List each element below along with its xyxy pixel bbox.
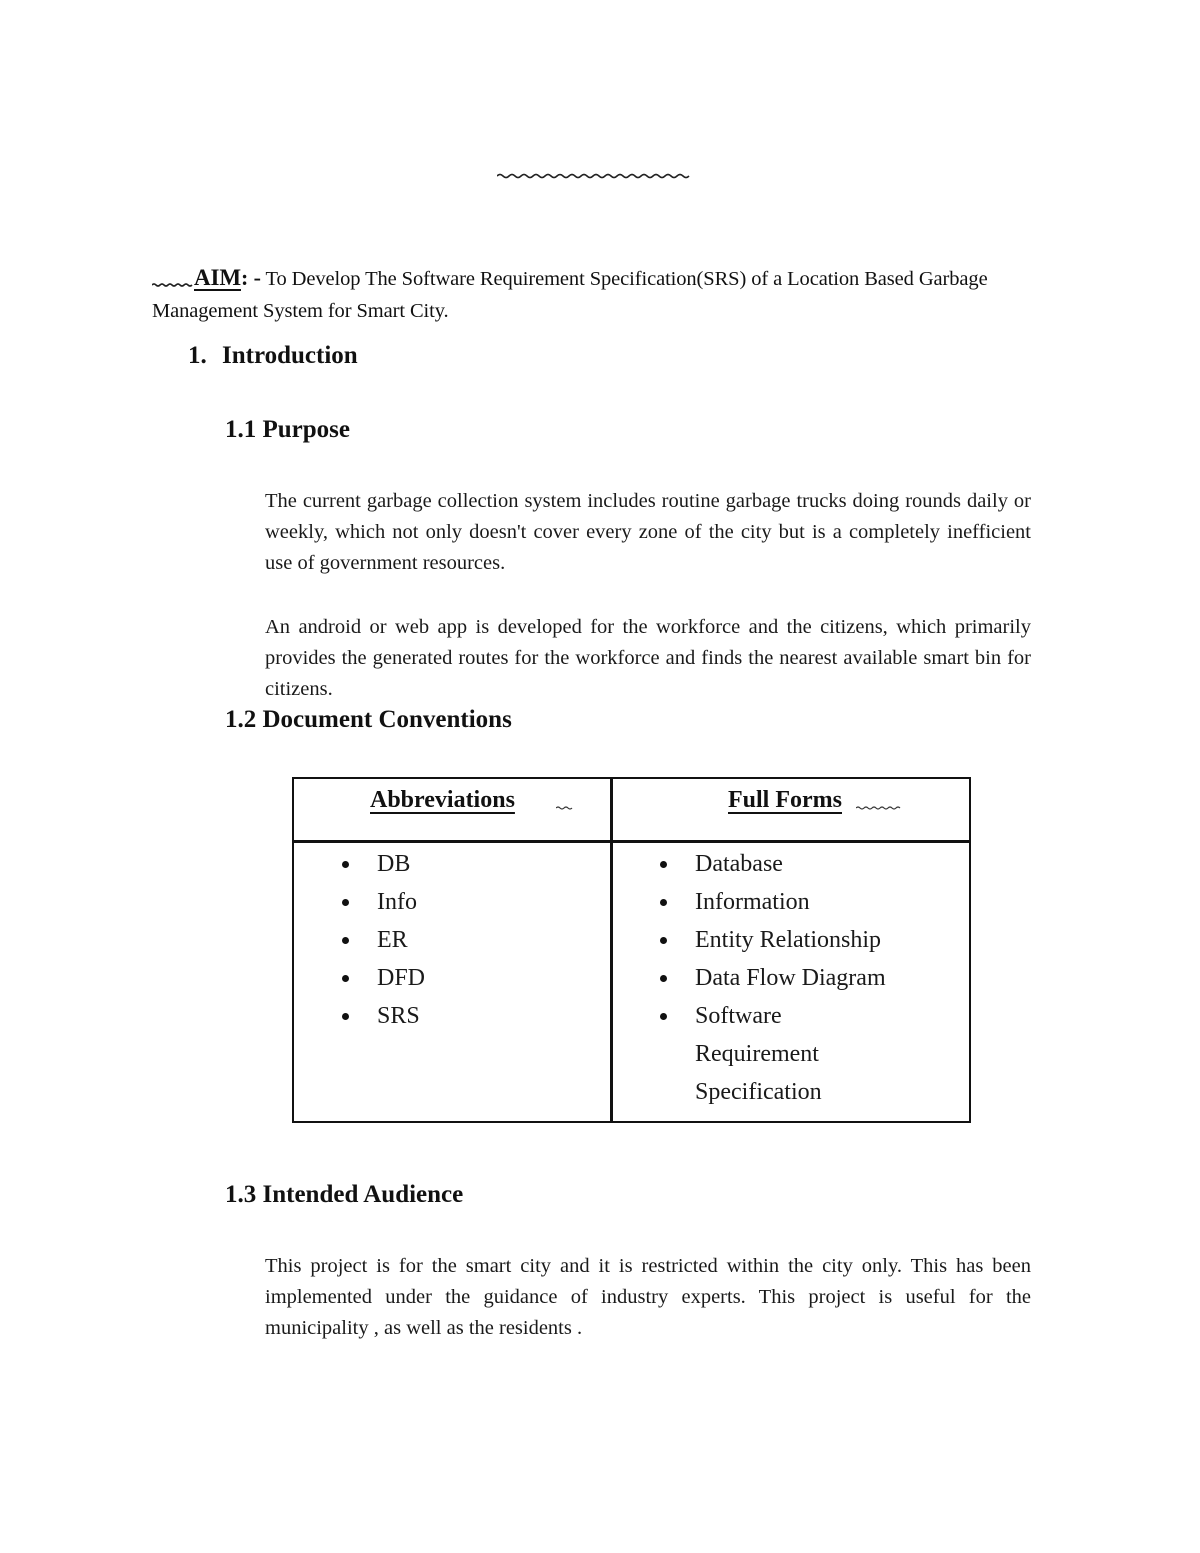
list-item-continuation: Specification (695, 1079, 822, 1105)
list-item: ER (339, 921, 425, 959)
decorative-squiggle (556, 805, 574, 811)
list-item: Data Flow Diagram (657, 959, 886, 997)
aim-label: AIM (194, 265, 241, 290)
section-heading-audience: 1.3 Intended Audience (225, 1181, 464, 1208)
list-item: Software (657, 997, 886, 1035)
section-title: Introduction (222, 342, 358, 369)
list-item: DFD (339, 959, 425, 997)
abbreviations-list (339, 845, 425, 1035)
purpose-paragraph-2: An android or web app is developed for the workforce and the citizens, which primarily provides the generated routes for the workforce and finds the nearest available smart bin for citizens. (265, 616, 1031, 700)
list-item: Information (657, 883, 886, 921)
full-forms-list (657, 845, 886, 1111)
list-item: SRS (339, 997, 425, 1035)
abbreviations-table (292, 777, 971, 1123)
section-heading-introduction (188, 342, 358, 370)
section-heading-purpose: 1.1 Purpose (225, 416, 350, 443)
table-divider (294, 840, 969, 843)
table-header-full-forms: Full Forms (728, 787, 842, 813)
decorative-squiggle (152, 279, 194, 287)
section-number: 1. (188, 342, 207, 369)
list-item-continuation: Requirement (695, 1041, 819, 1067)
table-header-abbreviations: Abbreviations (370, 787, 515, 813)
audience-paragraph: This project is for the smart city and it is restricted within the city only. This has been implemented under the guidance of industry experts. This project is useful for the municipality , as well as the residents . (265, 1255, 1031, 1339)
list-item: Info (339, 883, 425, 921)
aim-statement (152, 262, 1032, 327)
section-heading-conventions: 1.2 Document Conventions (225, 706, 512, 733)
decorative-squiggle (497, 172, 693, 180)
list-item: Entity Relationship (657, 921, 886, 959)
decorative-squiggle (856, 805, 902, 811)
list-item: Database (657, 845, 886, 883)
aim-separator: : - (240, 265, 261, 290)
table-divider (610, 779, 613, 1121)
purpose-paragraph-1: The current garbage collection system includes routine garbage trucks doing rounds daily or weekly, which not only doesn't cover every zone of the city but is a completely inefficient use of government resources. (265, 490, 1031, 574)
list-item: DB (339, 845, 425, 883)
aim-text: To Develop The Software Requirement Specification(SRS) of a Location Based Garbage Management System for Smart City. (152, 268, 988, 322)
